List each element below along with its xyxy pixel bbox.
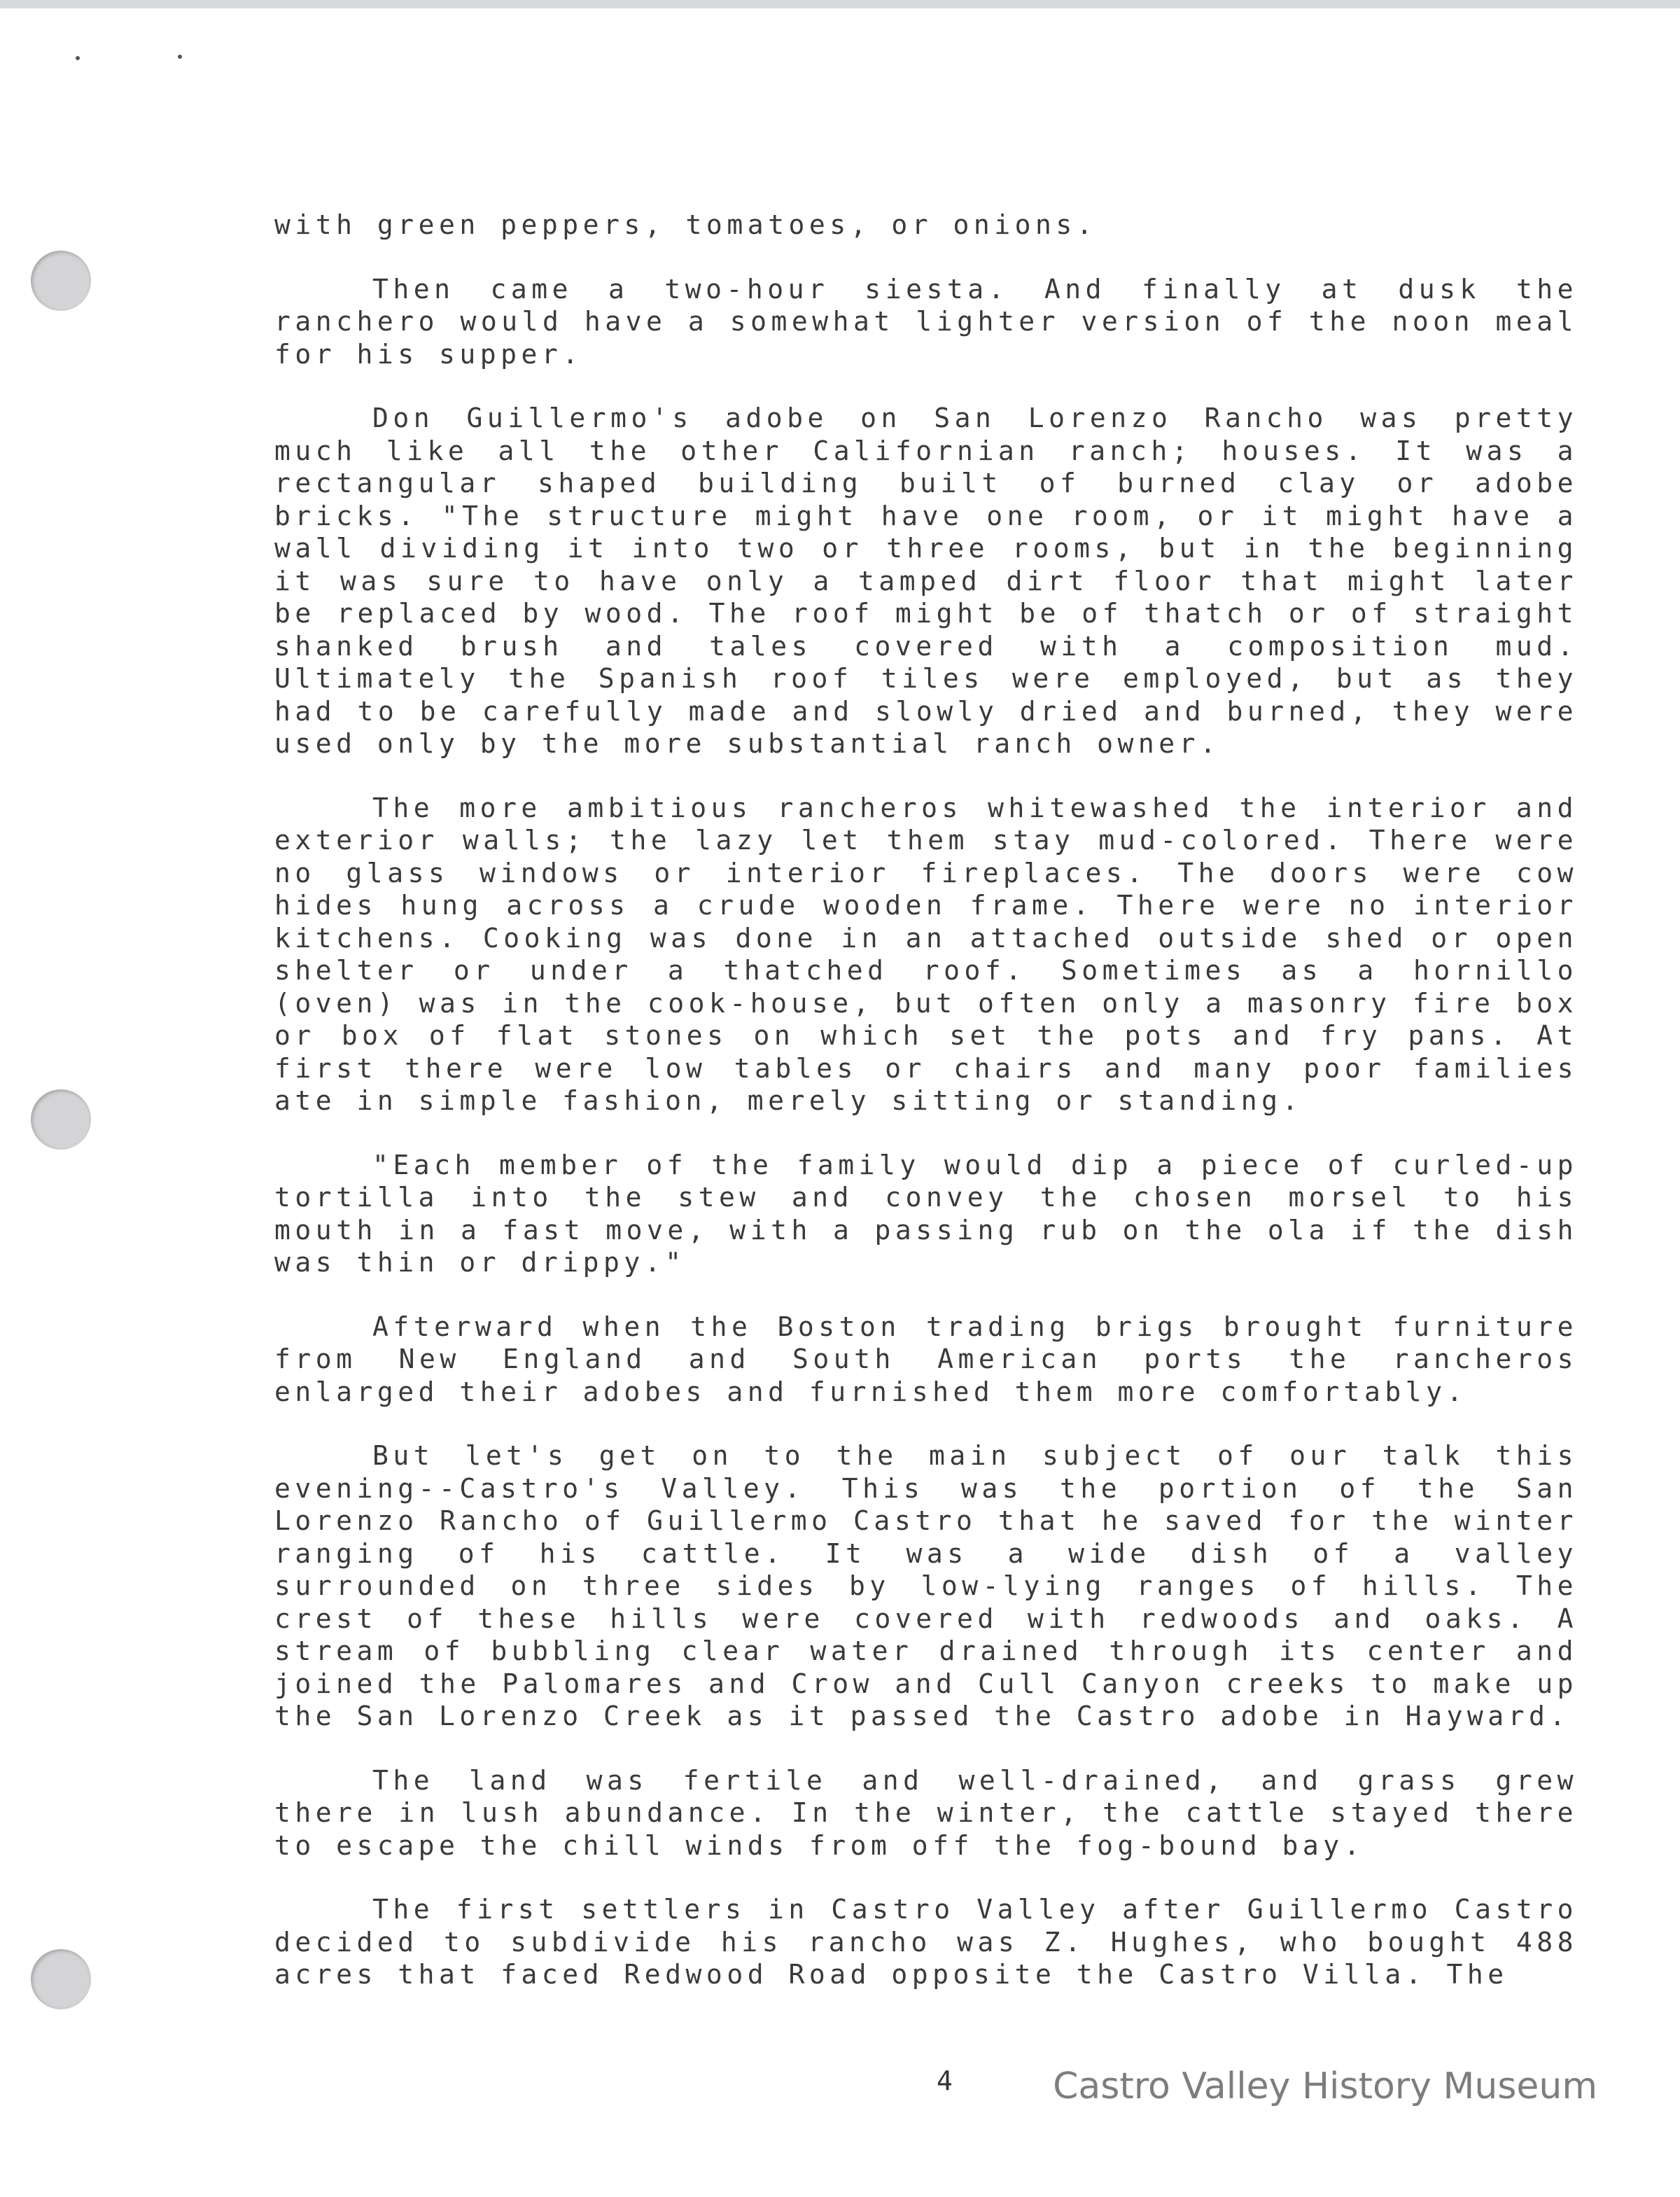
museum-watermark: Castro Valley History Museum xyxy=(1053,2065,1597,2107)
scan-speck xyxy=(76,56,80,60)
punch-hole-top xyxy=(31,251,91,311)
paragraph-siesta: Then came a two-hour siesta. And finally at dusk the ranchero would have a somewhat lighter version of the noon meal for his supper. xyxy=(274,273,1578,370)
scan-top-edge xyxy=(0,0,1680,8)
punch-hole-bottom xyxy=(31,1949,91,2009)
paragraph-adobe-description: Don Guillermo's adobe on San Lorenzo Rancho was pretty much like all the other Californian ranch; houses. It was a rectangular shaped building built of burned clay or adobe bricks. "The structure might have one room, or it might have a wall dividing it into two or three rooms, but in the beginning it was sure to have only a tamped dirt floor that might later be replaced by wood. The roof might be of thatch or of straight shanked brush and tales covered with a composition mud. Ultimately the Spanish roof tiles were employed, but as they had to be carefully made and slowly dried and burned, they were used only by the more substantial ranch owner. xyxy=(274,403,1578,759)
paragraph-land-fertile: The land was fertile and well-drained, and grass grew there in lush abundance. In the winter, the cattle stayed there to escape the chill winds from off the fog-bound bay. xyxy=(274,1764,1578,1861)
punch-hole-middle xyxy=(31,1089,91,1150)
paragraph-family-meal-quote: "Each member of the family would dip a piece of curled-up tortilla into the stew and convey the chosen morsel to his mouth in a fast move, with a passing rub on the ola if the dish was thin or drippy." xyxy=(274,1149,1578,1278)
paragraph-continuation: with green peppers, tomatoes, or onions. xyxy=(274,209,1098,240)
paragraph-boston-trading: Afterward when the Boston trading brigs brought furniture from New England and South American ports the rancheros enlarged their adobes and furnished them more comfortably. xyxy=(274,1311,1578,1407)
paragraph-rancheros-homes: The more ambitious rancheros whitewashed the interior and exterior walls; the lazy let them stay mud-colored. There were no glass windows or interior fireplaces. The doors were cow hides hung across a crude wooden frame. There were no interior kitchens. Cooking was done in an attached outside shed or open shelter or under a thatched roof. Sometimes as a hornillo (oven) was in the cook-house, but often only a masonry fire box or box of flat stones on which set the pots and fry pans. At first there were low tables or chairs and many poor families ate in simple fashion, merely sitting or standing. xyxy=(274,792,1578,1116)
paragraph-first-settlers: The first settlers in Castro Valley after Guillermo Castro decided to subdivide his rancho was Z. Hughes, who bought 488 acres that faced Redwood Road opposite the Castro Villa. The xyxy=(274,1894,1578,1990)
paragraph-castros-valley: But let's get on to the main subject of our talk this evening--Castro's Valley. This was the portion of the San Lorenzo Rancho of Guillermo Castro that he saved for the winter ranging of his cattle. It was a wide dish of a valley surrounded on three sides by low-lying ranges of hills. The crest of these hills were covered with redwoods and oaks. A stream of bubbling clear water drained through its center and joined the Palomares and Crow and Cull Canyon creeks to make up the San Lorenzo Creek as it passed the Castro adobe in Hayward. xyxy=(274,1440,1578,1731)
typed-page-body xyxy=(274,209,1578,2023)
scan-speck xyxy=(178,55,182,59)
page-number: 4 xyxy=(937,2065,953,2096)
